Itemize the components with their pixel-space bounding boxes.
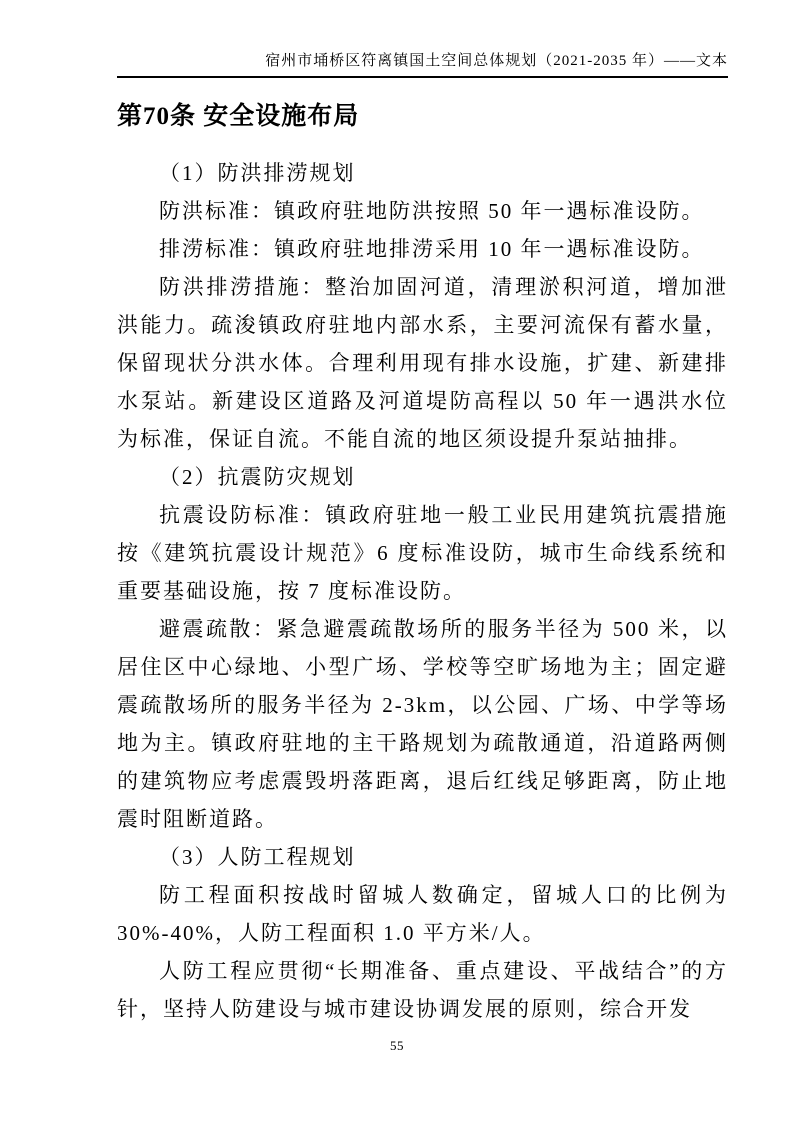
paragraph-civil-defense-policy: 人防工程应贯彻“长期准备、重点建设、平战结合”的方针，坚持人防建设与城市建设协调发展的原则，综合开发 [117,959,728,1021]
page-number: 55 [390,1038,404,1053]
header-title: 宿州市埇桥区符离镇国土空间总体规划（2021-2035 年）——文本 [265,53,728,69]
paragraph-flood-measures: 防洪排涝措施：整治加固河道，清理淤积河道，增加泄洪能力。疏浚镇政府驻地内部水系，主要河流保有蓄水量，保留现状分洪水体。合理利用现有排水设施，扩建、新建排水泵站。新建设区道路及河道堤防高程以 50 年一遇洪水位为标准，保证自流。不能自流的地区须设提升泵站抽排。 [117,275,728,451]
paragraph-evacuation: 避震疏散：紧急避震疏散场所的服务半径为 500 米，以居住区中心绿地、小型广场、学校等空旷场地为主；固定避震疏散场所的服务半径为 2-3km，以公园、广场、中学等场地为主。镇政府驻地的主干路规划为疏散通道，沿道路两侧的建筑物应考虑震毁坍落距离，退后红线足够距离，防止地震时阻断道路。 [117,617,728,831]
page-header [117,0,728,78]
paragraph-flood-standard: 防洪标准：镇政府驻地防洪按照 50 年一遇标准设防。 [159,199,705,223]
paragraph-earthquake-plan-heading: （2）抗震防灾规划 [159,465,356,489]
paragraph-flood-plan-heading: （1）防洪排涝规划 [159,161,356,185]
paragraph-civil-defense-area: 防工程面积按战时留城人数确定，留城人口的比例为 30%-40%，人防工程面积 1.0 平方米/人。 [117,883,728,945]
paragraph-civil-defense-heading: （3）人防工程规划 [159,845,356,869]
paragraph-drainage-standard: 排涝标准：镇政府驻地排涝采用 10 年一遇标准设防。 [159,237,705,261]
page-footer [0,1038,794,1054]
article-title: 第70条 安全设施布局 [117,103,360,130]
article-body [117,154,728,1028]
paragraph-seismic-standard: 抗震设防标准：镇政府驻地一般工业民用建筑抗震措施按《建筑抗震设计规范》6 度标准设防，城市生命线系统和重要基础设施，按 7 度标准设防。 [117,503,728,603]
